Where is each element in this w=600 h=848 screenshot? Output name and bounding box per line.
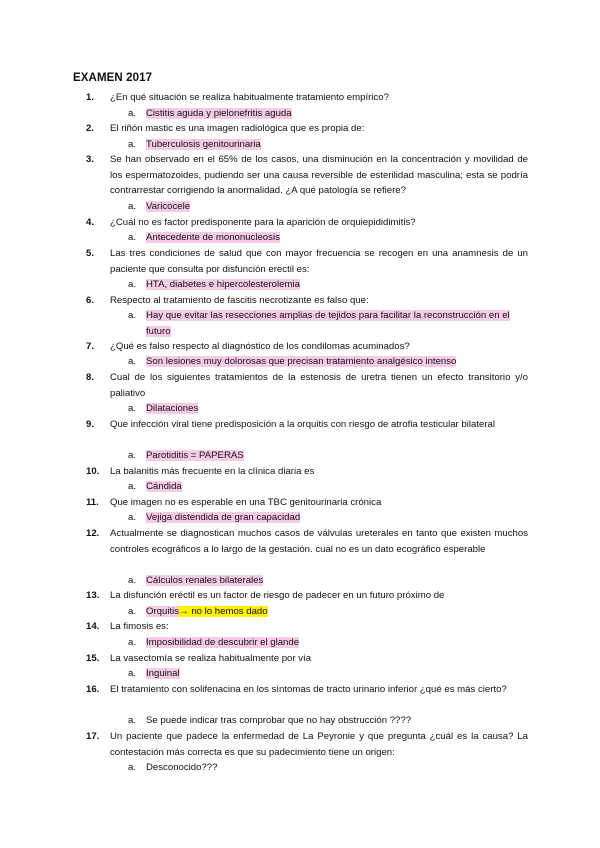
question-number: 16. [86, 684, 100, 695]
question-17 [86, 729, 528, 760]
question-number: 12. [86, 528, 100, 539]
question-9 [86, 417, 528, 433]
question-text: Actualmente se diagnostican muchos casos de válvulas ureterales en tanto que existen muchos controles ecográficos a lo largo de la gestación. cual no es un dato ecográfico esperable [110, 528, 528, 555]
question-text: La vasectomía se realiza habitualmente por vía [110, 653, 312, 664]
answer-note: → no lo hemos dado [179, 606, 268, 617]
question-number: 6. [86, 295, 95, 306]
question-text: Se han observado en el 65% de los casos, una disminución en la concentración y movilidad de los espermatozoides, pudiendo ser una causa reversible de esterilidad masculina; esta se podría contrarrestar corrigiendo la anormalidad. ¿A qué patología se refiere? [110, 154, 528, 197]
answer-7 [128, 354, 528, 370]
answer-3 [128, 199, 528, 215]
answer-text: Son lesiones muy dolorosas que precisan tratamiento analgésico intenso [146, 356, 457, 367]
answer-4 [128, 230, 528, 246]
question-text: El tratamiento con solifenacina en los síntomas de tracto urinario inferior ¿qué es más cierto? [110, 684, 507, 695]
question-16 [86, 682, 528, 698]
question-text: Las tres condiciones de salud que con mayor frecuencia se recogen en una anamnesis de un paciente que consulta por disfunción erectil es: [110, 248, 528, 275]
question-text: ¿Cuál no es factor predisponente para la aparición de orquiepididimitis? [110, 217, 416, 228]
answer-letter: a. [128, 637, 137, 648]
question-text: Que imagen no es esperable en una TBC genitourinaria crónica [110, 497, 382, 508]
question-14 [86, 619, 528, 635]
question-number: 8. [86, 372, 95, 383]
question-number: 3. [86, 154, 95, 165]
question-3 [86, 152, 528, 199]
question-text: ¿En qué situación se realiza habitualmente tratamiento empírico? [110, 92, 389, 103]
question-number: 10. [86, 466, 100, 477]
answer-text: Vejiga distendida de gran capacidad [146, 512, 301, 523]
answer-letter: a. [128, 606, 137, 617]
question-text: Cual de los siguientes tratamientos de la estenosis de uretra tienen un efecto transitorio y/o paliativo [110, 372, 528, 399]
answer-letter: a. [128, 403, 137, 414]
answer-text: Se puede indicar tras comprobar que no hay obstrucción ???? [146, 715, 412, 726]
answer-text: Cándida [146, 481, 182, 492]
answer-text: Cistitis aguda y pielonefritis aguda [146, 108, 292, 119]
question-7 [86, 339, 528, 355]
answer-text: Dilataciones [146, 403, 199, 414]
answer-letter: a. [128, 715, 137, 726]
question-number: 4. [86, 217, 95, 228]
question-number: 9. [86, 419, 95, 430]
question-number: 13. [86, 590, 100, 601]
question-number: 17. [86, 731, 100, 742]
question-text: Respecto al tratamiento de fascitis necrotizante es falso que: [110, 295, 369, 306]
answer-text: Imposibilidad de descubrir el glande [146, 637, 300, 648]
question-number: 2. [86, 123, 95, 134]
answer-11 [128, 510, 528, 526]
question-number: 7. [86, 341, 95, 352]
answer-letter: a. [128, 481, 137, 492]
question-number: 11. [86, 497, 99, 508]
answer-12 [128, 573, 528, 589]
answer-8 [128, 401, 528, 417]
answer-text: Parotiditis = PAPERAS [146, 450, 244, 461]
answer-5 [128, 277, 528, 293]
answer-letter: a. [128, 762, 137, 773]
answer-letter: a. [128, 201, 137, 212]
question-number: 15. [86, 653, 100, 664]
question-12 [86, 526, 528, 557]
answer-text: Inguinal [146, 668, 180, 679]
answer-text: Antecedente de mononucleosis [146, 232, 280, 243]
answer-letter: a. [128, 575, 137, 586]
question-number: 14. [86, 621, 100, 632]
answer-letter: a. [128, 139, 137, 150]
answer-letter: a. [128, 232, 137, 243]
answer-letter: a. [128, 108, 137, 119]
question-text: La fimosis es: [110, 621, 169, 632]
question-15 [86, 651, 528, 667]
answer-16 [128, 713, 528, 729]
answer-text: Desconocido??? [146, 762, 218, 773]
answer-text: Cálculos renales bilaterales [146, 575, 264, 586]
question-11 [86, 495, 528, 511]
question-10 [86, 464, 528, 480]
question-6 [86, 293, 528, 309]
answer-letter: a. [128, 279, 137, 290]
question-5 [86, 246, 528, 277]
answer-text: Tuberculosis genitourinaria [146, 139, 261, 150]
exam-title: EXAMEN 2017 [73, 72, 153, 84]
answer-letter: a. [128, 310, 137, 321]
question-8 [86, 370, 528, 401]
question-number: 1. [86, 92, 95, 103]
question-number: 5. [86, 248, 95, 259]
answer-1 [128, 106, 528, 122]
question-text: El riñón mastic es una imagen radiológica que es propia de: [110, 123, 365, 134]
answer-17 [128, 760, 528, 776]
answer-6 [128, 308, 528, 339]
answer-letter: a. [128, 356, 137, 367]
answer-text: HTA, diabetes e hipercolesterolemia [146, 279, 300, 290]
answer-letter: a. [128, 668, 137, 679]
answer-letter: a. [128, 512, 137, 523]
question-text: La balanitis más frecuente en la clínica diaria es [110, 466, 315, 477]
question-text: Que infección viral tiene predisposición a la orquitis con riesgo de atrofia testicular bilateral [110, 419, 496, 430]
question-2 [86, 121, 528, 137]
answer-text: Hay que evitar las resecciones amplias de tejidos para facilitar la reconstrucción en el futuro [146, 310, 510, 337]
question-13 [86, 588, 528, 604]
answer-13 [128, 604, 528, 620]
answer-text: Orquitis [146, 606, 180, 617]
answer-2 [128, 137, 528, 153]
question-text: ¿Qué es falso respecto al diagnóstico de los condilomas acuminados? [110, 341, 410, 352]
answer-text: Varicocele [146, 201, 191, 212]
answer-10 [128, 479, 528, 495]
question-4 [86, 215, 528, 231]
answer-letter: a. [128, 450, 137, 461]
answer-14 [128, 635, 528, 651]
answer-9 [128, 448, 528, 464]
question-text: Un paciente que padece la enfermedad de La Peyronie y que pregunta ¿cuál es la causa? La contestación más correcta es que su padecimiento tiene un origen: [110, 731, 528, 758]
question-1 [86, 90, 528, 106]
answer-15 [128, 666, 528, 682]
question-text: La disfunción eréctil es un factor de riesgo de padecer en un futuro próximo de [110, 590, 445, 601]
